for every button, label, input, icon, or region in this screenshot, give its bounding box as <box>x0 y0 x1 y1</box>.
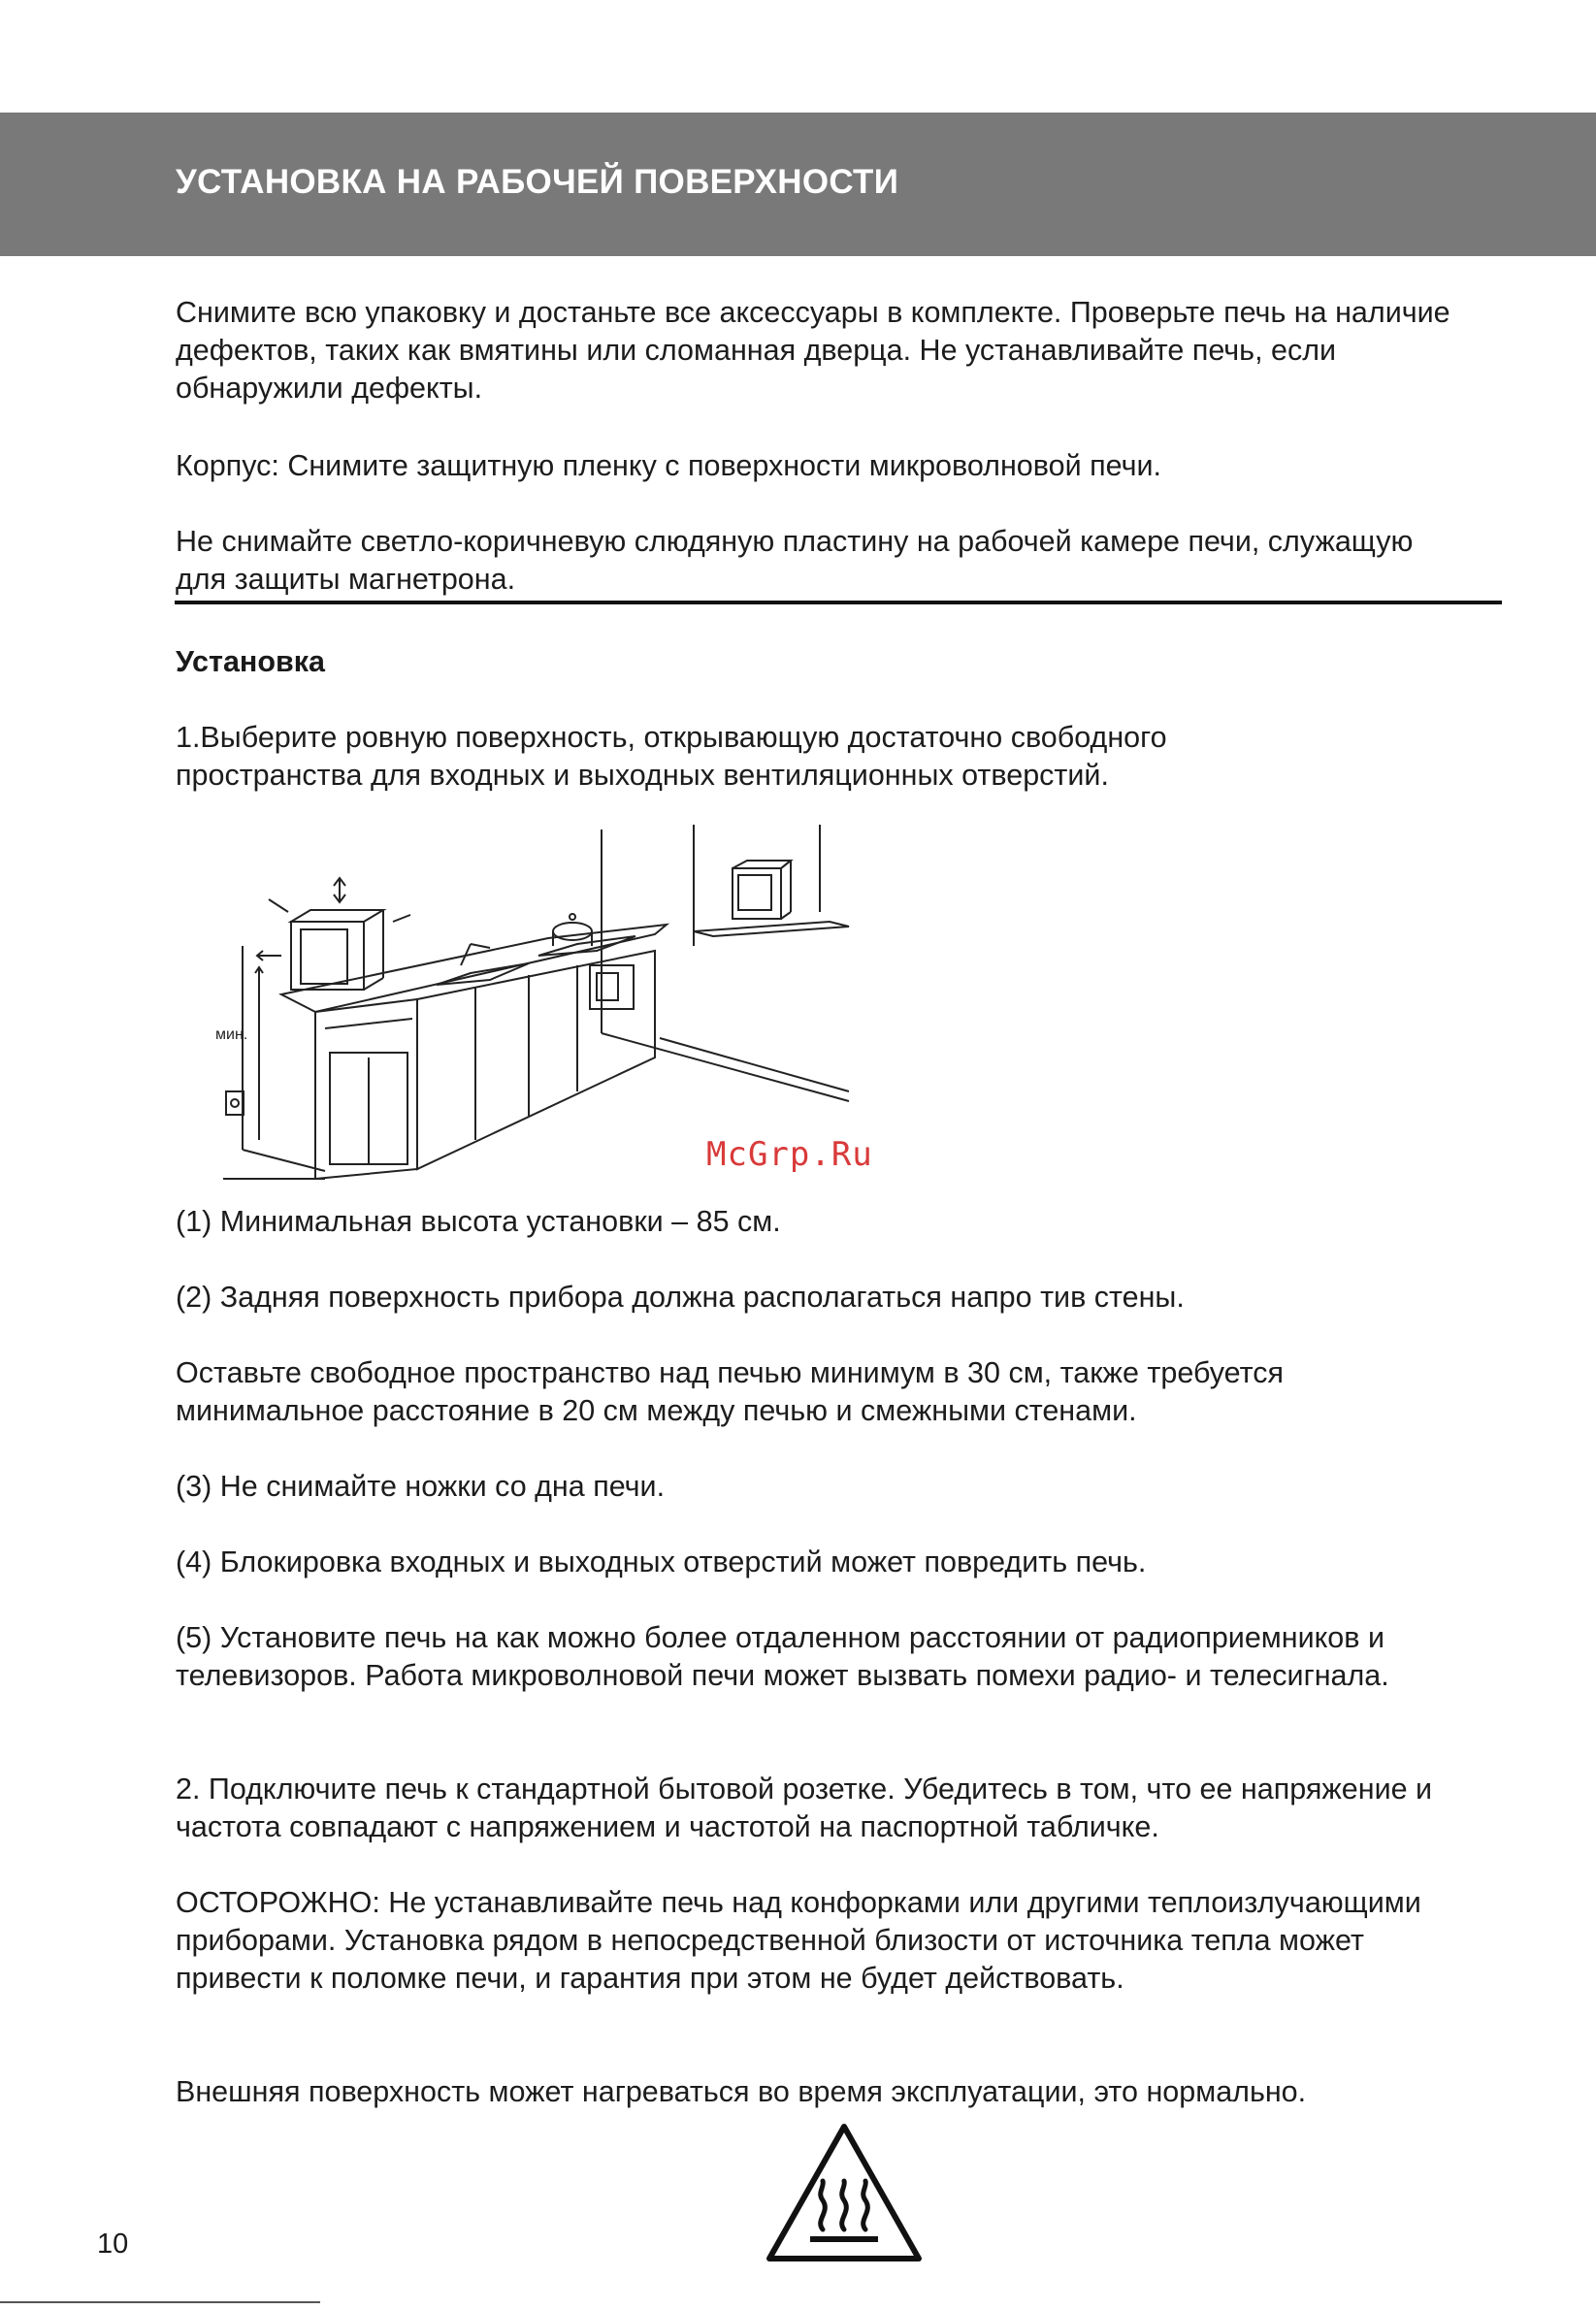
page-number: 10 <box>97 2229 129 2260</box>
min-height-label: мин. <box>215 1026 248 1043</box>
section-divider <box>175 601 1502 604</box>
note-one: (1) Минимальная высота установки – 85 см. <box>176 1205 781 1238</box>
section-heading: Установка <box>176 645 325 678</box>
note-space: Оставьте свободное пространство над печью минимум в 30 см, также требуется минимальное расстояние в 20 см между печью и смежными стенами. <box>176 1356 1284 1427</box>
note-two: (2) Задняя поверхность прибора должна располагаться напро тив стены. <box>176 1281 1185 1314</box>
caution-paragraph: ОСТОРОЖНО: Не устанавливайте печь над конфорками или другими теплоизлучающими приборами. Установка рядом в непосредственной близости от источника тепла может привести к поломке печи, и гарантия при этом не будет действовать. <box>176 1886 1421 1995</box>
mica-paragraph: Не снимайте светло-коричневую слюдяную пластину на рабочей камере печи, служащую для защиты магнетрона. <box>176 525 1414 596</box>
kitchen-installation-illustration <box>209 820 868 1188</box>
step-two: 2. Подключите печь к стандартной бытовой розетке. Убедитесь в том, что ее напряжение и частота совпадают с напряжением и частотой на паспортной табличке. <box>176 1773 1433 1843</box>
hot-surface-warning-icon <box>762 2121 927 2266</box>
intro-paragraph: Снимите всю упаковку и достаньте все аксессуары в комплекте. Проверьте печь на наличие дефектов, таких как вмятины или сломанная дверца. Не устанавливайте печь, если обнаружили дефекты. <box>176 296 1450 405</box>
hot-surface-paragraph: Внешняя поверхность может нагреваться во время эксплуатации, это нормально. <box>176 2075 1307 2108</box>
note-four: (4) Блокировка входных и выходных отверстий может повредить печь. <box>176 1545 1147 1578</box>
note-five: (5) Установите печь на как можно более отдаленном расстоянии от радиоприемников и телевизоров. Работа микроволновой печи может вызвать помехи радио- и телесигнала. <box>176 1621 1389 1692</box>
note-three: (3) Не снимайте ножки со дна печи. <box>176 1470 666 1503</box>
page-title: УСТАНОВКА НА РАБОЧЕЙ ПОВЕРХНОСТИ <box>176 163 899 201</box>
body-paragraph: Корпус: Снимите защитную пленку с поверхности микроволновой печи. <box>176 449 1161 482</box>
footer-line <box>0 2301 320 2303</box>
watermark: McGrp.Ru <box>706 1135 873 1174</box>
step-one: 1.Выберите ровную поверхность, открывающую достаточно свободного пространства для входных и выходных вентиляционных отверстий. <box>176 721 1167 792</box>
